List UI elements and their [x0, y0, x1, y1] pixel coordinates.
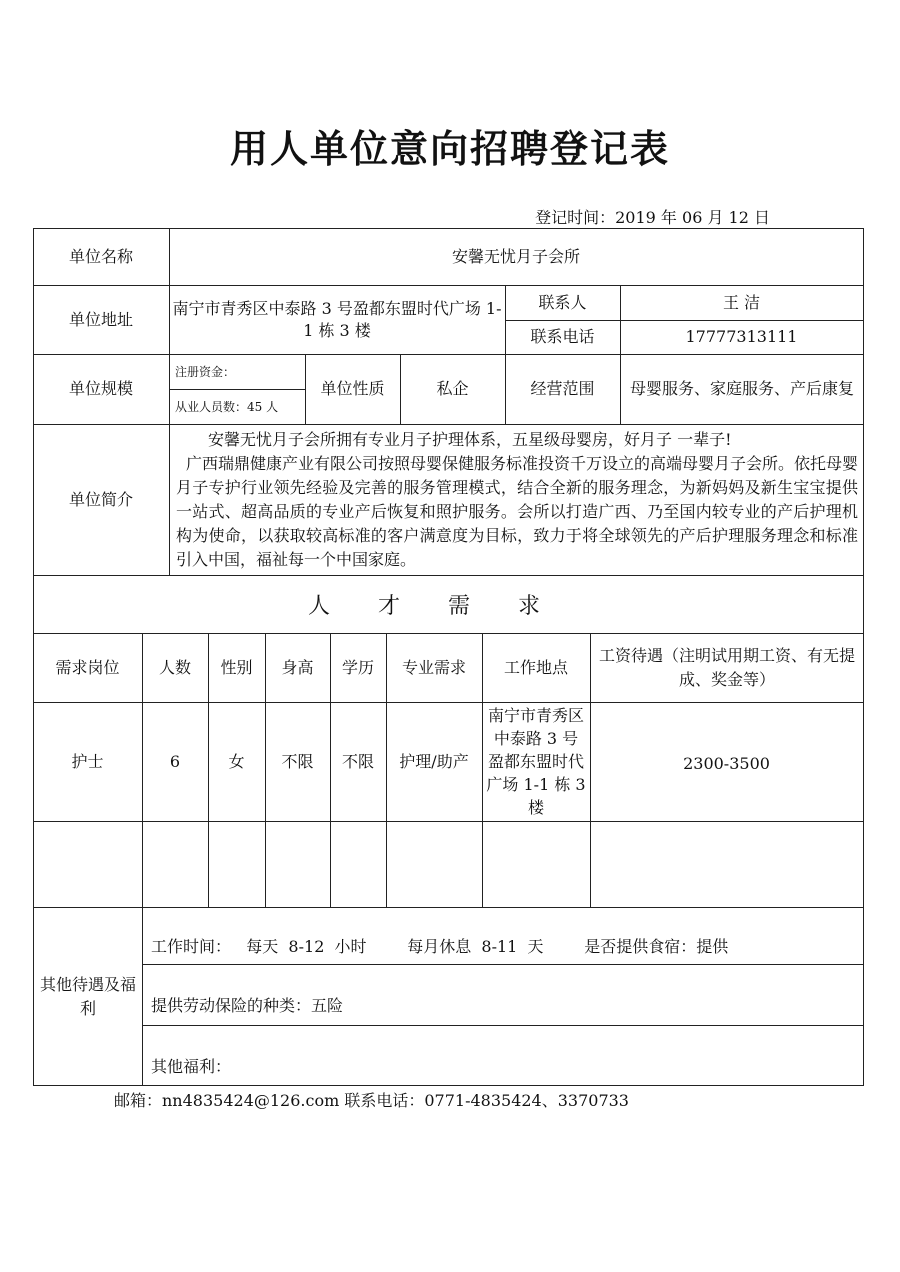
unit-name-label: 单位名称	[68, 246, 133, 266]
col-salary: 工资待遇（注明试用期工资、有无提成、奖金等）	[598, 645, 855, 689]
row2-count	[142, 821, 208, 907]
row2-height	[265, 821, 330, 907]
intro-line: 安馨无忧月子会所拥有专业月子护理体系，五星级母婴房，好月子 一辈子!	[208, 430, 732, 449]
col-education: 学历	[341, 657, 374, 677]
unit-nature-label: 单位性质	[320, 379, 385, 398]
unit-intro-text	[176, 428, 858, 572]
talent-demand-header: 人才需求	[307, 593, 588, 619]
col-count: 人数	[158, 657, 191, 677]
footer-contact: 邮箱：nn4835424@126.com 联系电话：0771-4835424、3370733	[114, 1091, 629, 1110]
phone-value: 17777313111	[685, 327, 798, 346]
row1-position: 护士	[71, 751, 104, 771]
page-title: 用人单位意向招聘登记表	[229, 126, 670, 171]
insurance-type: 提供劳动保险的种类：五险	[151, 995, 344, 1015]
business-scope-value: 母婴服务、家庭服务、产后康复	[629, 379, 854, 398]
row2-salary	[590, 821, 863, 907]
registered-capital-label: 注册资金：	[175, 364, 236, 379]
unit-nature-value: 私企	[436, 379, 469, 398]
work-time: 工作时间： 每天 8-12 小时 每月休息 8-11 天 是否提供食宿：提供	[151, 936, 729, 956]
contact-label: 联系人	[538, 292, 587, 312]
unit-intro-label: 单位简介	[68, 489, 133, 509]
unit-name-value: 安馨无忧月子会所	[451, 246, 580, 266]
row1-salary: 2300-3500	[683, 754, 770, 773]
benefits-label: 其他待遇及福利	[40, 974, 137, 1018]
unit-scale-label: 单位规模	[68, 379, 133, 398]
row1-height: 不限	[281, 751, 314, 771]
row2-position	[33, 821, 142, 907]
row2-gender	[208, 821, 265, 907]
row1-education: 不限	[341, 751, 374, 771]
row2-education	[330, 821, 386, 907]
row2-major	[386, 821, 482, 907]
employee-count: 从业人员数：45 人	[175, 399, 279, 414]
col-location: 工作地点	[503, 657, 568, 677]
row1-major: 护理/助产	[399, 751, 469, 771]
col-gender: 性别	[220, 657, 253, 677]
row1-count: 6	[169, 751, 181, 771]
phone-label: 联系电话	[530, 327, 595, 346]
row1-location: 南宁市青秀区中泰路 3 号盈都东盟时代广场 1-1 栋 3 楼	[486, 706, 586, 817]
row2-location	[482, 821, 590, 907]
row1-gender: 女	[228, 751, 245, 771]
other-benefits: 其他福利：	[151, 1056, 232, 1076]
intro-paragraph: 广西瑞鼎健康产业有限公司按照母婴保健服务标准投资千万设立的高端母婴月子会所。依托母婴月子专护行业领先经验及完善的服务管理模式，结合全新的服务理念，为新妈妈及新生宝宝提供一站式、超高品质的专业产后恢复和照护服务。会所以打造广西、乃至国内较专业的产后护理机构为使命，以获取较高标准的客户满意度为目标，致力于将全球领先的产后护理服务理念和标准引入中国，福祉每一个中国家庭。	[176, 454, 859, 569]
col-height: 身高	[281, 657, 314, 677]
unit-address-value: 南宁市青秀区中泰路 3 号盈都东盟时代广场 1-1 栋 3 楼	[172, 298, 502, 340]
contact-value: 王 洁	[722, 292, 761, 312]
business-scope-label: 经营范围	[530, 379, 595, 398]
registration-time: 登记时间：2019 年 06 月 12 日	[535, 208, 770, 227]
col-position: 需求岗位	[55, 657, 120, 677]
unit-address-label: 单位地址	[68, 309, 133, 329]
col-major: 专业需求	[401, 657, 466, 677]
